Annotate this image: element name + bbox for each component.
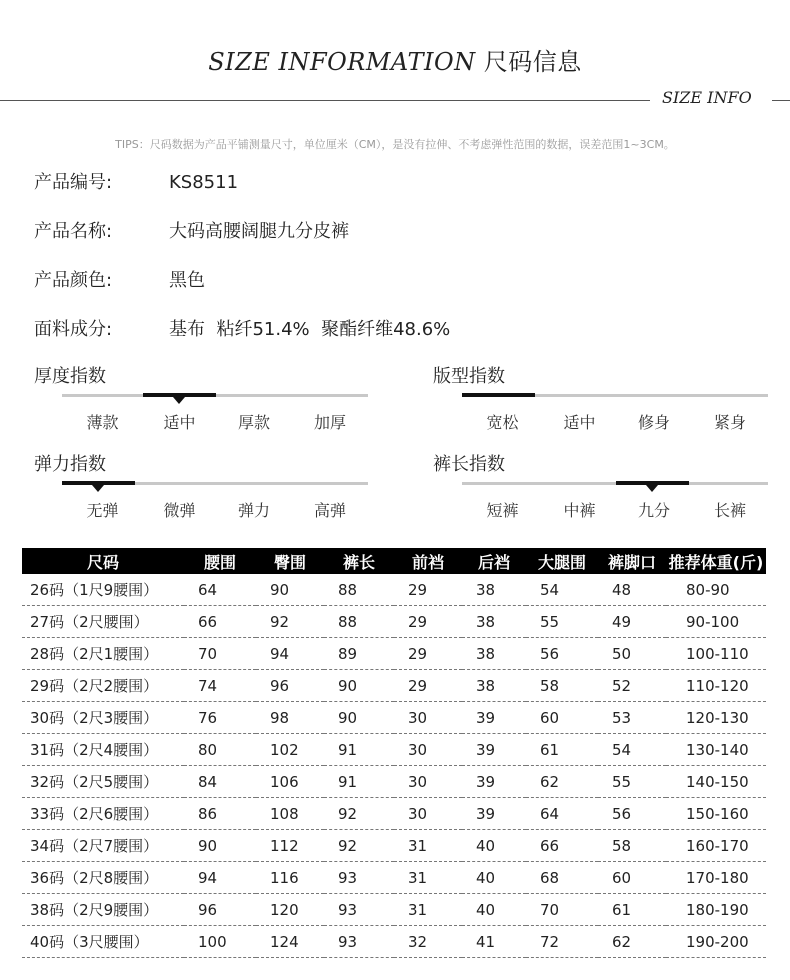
table-row <box>22 862 766 894</box>
measure-cell: 40 <box>462 862 526 894</box>
thickness-option: 加厚 <box>313 413 346 432</box>
measure-cell: 100 <box>184 926 256 958</box>
elasticity-option: 无弹 <box>86 501 119 520</box>
thickness-index-options <box>64 410 370 433</box>
measure-cell: 29 <box>394 574 462 606</box>
size-cell: 26码（1尺9腰围） <box>22 574 184 606</box>
measure-cell: 124 <box>256 926 324 958</box>
table-row <box>22 574 766 606</box>
measure-cell: 90 <box>324 702 394 734</box>
size-cell: 28码（2尺1腰围） <box>22 638 184 670</box>
measure-cell: 92 <box>324 830 394 862</box>
measure-cell: 98 <box>256 702 324 734</box>
measure-cell: 86 <box>184 798 256 830</box>
table-row <box>22 670 766 702</box>
length-option: 长裤 <box>713 501 746 520</box>
thickness-index-bar <box>62 394 368 397</box>
measure-cell: 150-160 <box>666 798 766 830</box>
measure-cell: 40 <box>462 894 526 926</box>
size-cell: 31码（2尺4腰围） <box>22 734 184 766</box>
elasticity-option: 弹力 <box>237 501 270 520</box>
measure-cell: 84 <box>184 766 256 798</box>
info-label: 产品颜色: <box>34 270 113 291</box>
measure-cell: 50 <box>598 638 666 670</box>
measure-cell: 40 <box>462 830 526 862</box>
size-cell: 36码（2尺8腰围） <box>22 862 184 894</box>
measure-cell: 58 <box>598 830 666 862</box>
measure-cell: 38 <box>462 638 526 670</box>
measure-cell: 31 <box>394 830 462 862</box>
info-row-fabric <box>34 315 450 341</box>
size-cell: 34码（2尺7腰围） <box>22 830 184 862</box>
elasticity-index-title: 弹力指数 <box>34 454 106 475</box>
table-header-cell: 臀围 <box>256 548 324 574</box>
length-index-options <box>464 498 770 521</box>
info-label: 产品名称: <box>34 221 113 242</box>
measure-cell: 90-100 <box>666 606 766 638</box>
measure-cell: 70 <box>184 638 256 670</box>
measure-cell: 54 <box>526 574 598 606</box>
table-body <box>22 574 766 958</box>
fit-option: 宽松 <box>486 413 519 432</box>
table-header-cell: 大腿围 <box>526 548 598 574</box>
measure-cell: 39 <box>462 702 526 734</box>
measure-cell: 102 <box>256 734 324 766</box>
measure-cell: 55 <box>598 766 666 798</box>
measure-cell: 31 <box>394 862 462 894</box>
measure-cell: 30 <box>394 766 462 798</box>
measure-cell: 61 <box>526 734 598 766</box>
measure-cell: 61 <box>598 894 666 926</box>
measure-cell: 160-170 <box>666 830 766 862</box>
title-en: SIZE INFORMATION <box>208 48 476 76</box>
measure-cell: 32 <box>394 926 462 958</box>
info-value: KS8511 <box>169 172 239 193</box>
elasticity-index-options <box>64 498 370 521</box>
measure-cell: 54 <box>598 734 666 766</box>
measure-cell: 110-120 <box>666 670 766 702</box>
measure-cell: 170-180 <box>666 862 766 894</box>
measure-cell: 30 <box>394 734 462 766</box>
measure-cell: 68 <box>526 862 598 894</box>
fit-index-title: 版型指数 <box>433 366 505 387</box>
table-header-row <box>22 548 766 574</box>
tips-text: TIPS：尺码数据为产品平铺测量尺寸，单位厘米（CM），是没有拉伸、不考虑弹性范围的数据，误差范围1~3CM。 <box>115 138 675 151</box>
measure-cell: 58 <box>526 670 598 702</box>
measure-cell: 88 <box>324 574 394 606</box>
elasticity-option: 微弹 <box>163 501 196 520</box>
measure-cell: 80 <box>184 734 256 766</box>
size-cell: 30码（2尺3腰围） <box>22 702 184 734</box>
measure-cell: 38 <box>462 574 526 606</box>
measure-cell: 64 <box>184 574 256 606</box>
measure-cell: 56 <box>526 638 598 670</box>
info-value: 大码高腰阔腿九分皮裤 <box>169 221 349 242</box>
measure-cell: 76 <box>184 702 256 734</box>
fit-option: 适中 <box>563 413 596 432</box>
info-value: 基布 粘纤51.4% 聚酯纤维48.6% <box>169 319 451 340</box>
measure-cell: 96 <box>184 894 256 926</box>
measure-cell: 41 <box>462 926 526 958</box>
measure-cell: 100-110 <box>666 638 766 670</box>
size-cell: 40码（3尺腰围） <box>22 926 184 958</box>
length-option: 九分 <box>637 501 670 520</box>
measure-cell: 120 <box>256 894 324 926</box>
table-row <box>22 766 766 798</box>
header-divider <box>0 100 650 101</box>
measure-cell: 116 <box>256 862 324 894</box>
table-row <box>22 926 766 958</box>
length-option: 短裤 <box>486 501 519 520</box>
length-option: 中裤 <box>563 501 596 520</box>
info-row-color <box>34 266 205 292</box>
measure-cell: 62 <box>598 926 666 958</box>
measure-cell: 64 <box>526 798 598 830</box>
measure-cell: 108 <box>256 798 324 830</box>
measure-cell: 60 <box>526 702 598 734</box>
table-header-cell: 腰围 <box>184 548 256 574</box>
length-index-marker <box>646 485 658 492</box>
measure-cell: 140-150 <box>666 766 766 798</box>
measure-cell: 29 <box>394 638 462 670</box>
subtitle: SIZE INFO <box>662 88 752 107</box>
table-row <box>22 798 766 830</box>
measure-cell: 30 <box>394 798 462 830</box>
thickness-option: 适中 <box>163 413 196 432</box>
measure-cell: 52 <box>598 670 666 702</box>
info-row-name <box>34 217 349 243</box>
measure-cell: 93 <box>324 926 394 958</box>
measure-cell: 90 <box>184 830 256 862</box>
measure-cell: 90 <box>256 574 324 606</box>
measure-cell: 92 <box>256 606 324 638</box>
size-cell: 38码（2尺9腰围） <box>22 894 184 926</box>
measure-cell: 39 <box>462 766 526 798</box>
measure-cell: 55 <box>526 606 598 638</box>
fit-option: 修身 <box>637 413 670 432</box>
measure-cell: 190-200 <box>666 926 766 958</box>
measure-cell: 180-190 <box>666 894 766 926</box>
measure-cell: 93 <box>324 894 394 926</box>
measure-cell: 89 <box>324 638 394 670</box>
measure-cell: 91 <box>324 734 394 766</box>
table-row <box>22 734 766 766</box>
table-row <box>22 606 766 638</box>
measure-cell: 91 <box>324 766 394 798</box>
measure-cell: 112 <box>256 830 324 862</box>
thickness-option: 厚款 <box>237 413 270 432</box>
fit-index-selected <box>462 393 535 397</box>
table-header-cell: 后裆 <box>462 548 526 574</box>
size-cell: 29码（2尺2腰围） <box>22 670 184 702</box>
measure-cell: 38 <box>462 670 526 702</box>
info-value: 黑色 <box>169 270 205 291</box>
fit-index-options <box>464 410 770 433</box>
table-header-cell: 裤长 <box>324 548 394 574</box>
size-cell: 33码（2尺6腰围） <box>22 798 184 830</box>
info-label: 面料成分: <box>34 319 113 340</box>
measure-cell: 60 <box>598 862 666 894</box>
table-row <box>22 830 766 862</box>
measure-cell: 62 <box>526 766 598 798</box>
measure-cell: 80-90 <box>666 574 766 606</box>
measure-cell: 70 <box>526 894 598 926</box>
table-row <box>22 638 766 670</box>
elasticity-index-marker <box>92 485 104 492</box>
measure-cell: 94 <box>184 862 256 894</box>
elasticity-option: 高弹 <box>313 501 346 520</box>
measure-cell: 66 <box>184 606 256 638</box>
size-cell: 32码（2尺5腰围） <box>22 766 184 798</box>
table-header-cell: 前裆 <box>394 548 462 574</box>
header-divider-right <box>772 100 790 101</box>
thickness-index-title: 厚度指数 <box>34 366 106 387</box>
measure-cell: 39 <box>462 798 526 830</box>
measure-cell: 74 <box>184 670 256 702</box>
measure-cell: 96 <box>256 670 324 702</box>
measure-cell: 72 <box>526 926 598 958</box>
measure-cell: 31 <box>394 894 462 926</box>
measure-cell: 94 <box>256 638 324 670</box>
size-cell: 27码（2尺腰围） <box>22 606 184 638</box>
fit-index-bar <box>462 394 768 397</box>
length-index-title: 裤长指数 <box>433 454 505 475</box>
table-header-cell: 裤脚口 <box>598 548 666 574</box>
title-cn: 尺码信息 <box>483 48 582 76</box>
table-header-cell: 尺码 <box>22 548 184 574</box>
measure-cell: 29 <box>394 670 462 702</box>
thickness-index-marker <box>173 397 185 404</box>
table-row <box>22 894 766 926</box>
size-table <box>22 548 766 958</box>
measure-cell: 90 <box>324 670 394 702</box>
measure-cell: 48 <box>598 574 666 606</box>
info-row-code <box>34 168 238 194</box>
info-label: 产品编号: <box>34 172 113 193</box>
measure-cell: 53 <box>598 702 666 734</box>
measure-cell: 88 <box>324 606 394 638</box>
measure-cell: 49 <box>598 606 666 638</box>
table-row <box>22 702 766 734</box>
thickness-option: 薄款 <box>86 413 119 432</box>
length-index-bar <box>462 482 768 485</box>
measure-cell: 93 <box>324 862 394 894</box>
measure-cell: 38 <box>462 606 526 638</box>
measure-cell: 56 <box>598 798 666 830</box>
measure-cell: 66 <box>526 830 598 862</box>
measure-cell: 30 <box>394 702 462 734</box>
page-title <box>0 42 790 77</box>
measure-cell: 92 <box>324 798 394 830</box>
measure-cell: 120-130 <box>666 702 766 734</box>
measure-cell: 106 <box>256 766 324 798</box>
table-header-cell: 推荐体重(斤) <box>666 548 766 574</box>
measure-cell: 39 <box>462 734 526 766</box>
elasticity-index-bar <box>62 482 368 485</box>
measure-cell: 130-140 <box>666 734 766 766</box>
fit-option: 紧身 <box>713 413 746 432</box>
measure-cell: 29 <box>394 606 462 638</box>
